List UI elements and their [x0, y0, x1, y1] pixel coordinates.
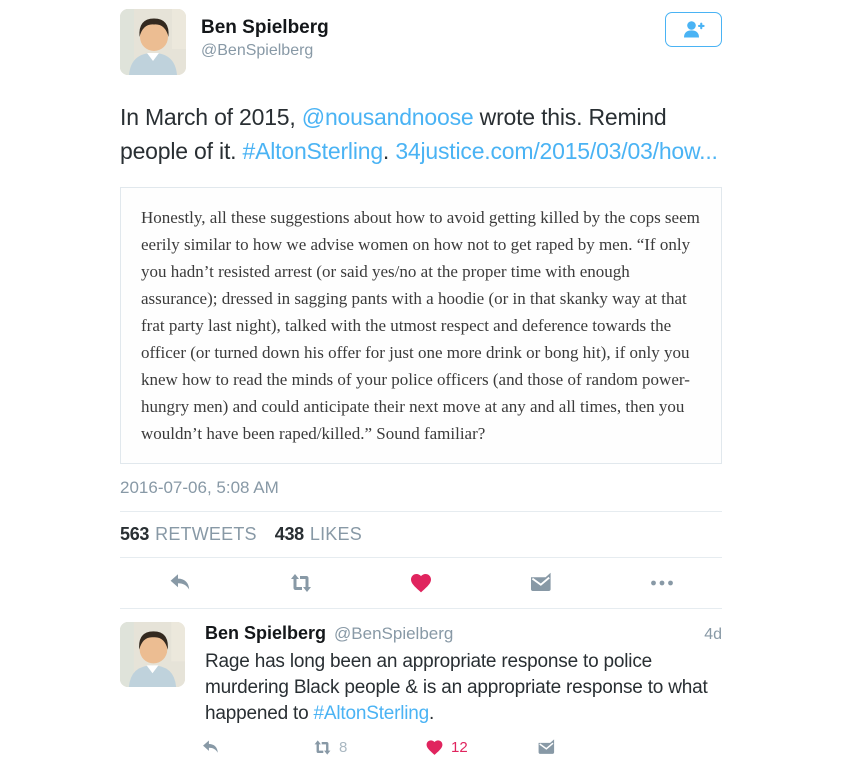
author-handle[interactable]: @BenSpielberg — [201, 42, 314, 59]
retweet-label[interactable]: RETWEETS — [155, 524, 257, 544]
tweet-text-run: . — [382, 138, 396, 164]
tweet-action-bar — [120, 558, 722, 608]
tweet-text-run: wrote this. Remind people of it. — [120, 104, 667, 164]
author-name[interactable]: Ben Spielberg — [205, 623, 327, 643]
like-count[interactable]: 438 — [274, 524, 304, 544]
hashtag-link[interactable]: #AltonSterling — [313, 703, 430, 724]
reply-tweet-text — [205, 649, 722, 727]
tweet-text-run: In March of 2015, — [120, 104, 302, 130]
quoted-article-card[interactable] — [120, 187, 722, 464]
hashtag-link[interactable]: #AltonSterling — [242, 138, 383, 164]
more-button[interactable] — [632, 571, 692, 595]
tweet-text-run: Rage has long been an appropriate response to police murdering Black people & is an appropriate response to what happened to — [205, 651, 708, 724]
direct-message-button[interactable] — [511, 571, 571, 595]
person-add-icon — [681, 18, 707, 42]
like-button[interactable] — [391, 571, 451, 595]
quoted-article-text: Honestly, all these suggestions about how to avoid getting killed by the cops seem eerily similar to how we advise women on how not to get raped by men. “If only you hadn’t resisted arrest (or said yes/no at the proper time with enough assurance); dressed in sagging pants with a hoodie (or in that skanky way at that frat party last night), talked with the utmost respect and deference towards the officer (or turned down his offer for just one more drink or bong hit), if only you knew how to read the minds of your police officers (and those of random power-hungry men) and could anticipate their next move at any and all times, then you wouldn’t have been raped/killed.” Sound familiar? — [141, 208, 700, 443]
main-tweet-header — [120, 9, 722, 75]
author-handle[interactable]: @BenSpielberg — [334, 624, 454, 643]
profile-photo-placeholder — [120, 622, 185, 687]
direct-message-icon — [537, 738, 556, 757]
time-ago: 4d — [704, 626, 722, 643]
more-icon — [649, 571, 675, 595]
reply-name-row — [205, 622, 722, 646]
profile-photo-placeholder — [120, 9, 186, 75]
avatar[interactable] — [120, 622, 185, 687]
reply-button[interactable] — [150, 571, 210, 595]
direct-message-icon — [529, 571, 553, 595]
reply-icon — [201, 738, 220, 757]
retweet-icon — [289, 571, 313, 595]
retweet-count: 8 — [339, 739, 348, 756]
tweet-timestamp: 2016-07-06, 5:08 AM — [120, 478, 279, 497]
tweet-text-run: . — [429, 703, 435, 724]
url-link[interactable]: 34justice.com/2015/03/03/how... — [395, 138, 718, 164]
mention-link[interactable]: @nousandnoose — [301, 104, 474, 130]
reply-tweet[interactable] — [120, 609, 722, 757]
tweet-stats-row — [120, 512, 722, 557]
retweet-count[interactable]: 563 — [120, 524, 150, 544]
reply-button[interactable] — [201, 738, 313, 757]
tweet-detail-view — [120, 0, 722, 757]
retweet-button[interactable] — [313, 738, 425, 757]
retweet-icon — [313, 738, 332, 757]
follow-button[interactable] — [665, 12, 722, 47]
like-button[interactable] — [425, 738, 537, 757]
like-label[interactable]: LIKES — [309, 524, 362, 544]
author-block — [201, 9, 329, 61]
reply-icon — [168, 571, 192, 595]
heart-icon — [409, 571, 433, 595]
reply-tweet-body — [205, 622, 722, 757]
reply-action-bar — [201, 738, 722, 757]
heart-icon — [425, 738, 444, 757]
retweet-button[interactable] — [271, 571, 331, 595]
main-tweet-text — [120, 100, 722, 168]
direct-message-button[interactable] — [537, 738, 649, 757]
author-name[interactable]: Ben Spielberg — [201, 17, 329, 38]
avatar[interactable] — [120, 9, 186, 75]
like-count: 12 — [451, 739, 468, 756]
